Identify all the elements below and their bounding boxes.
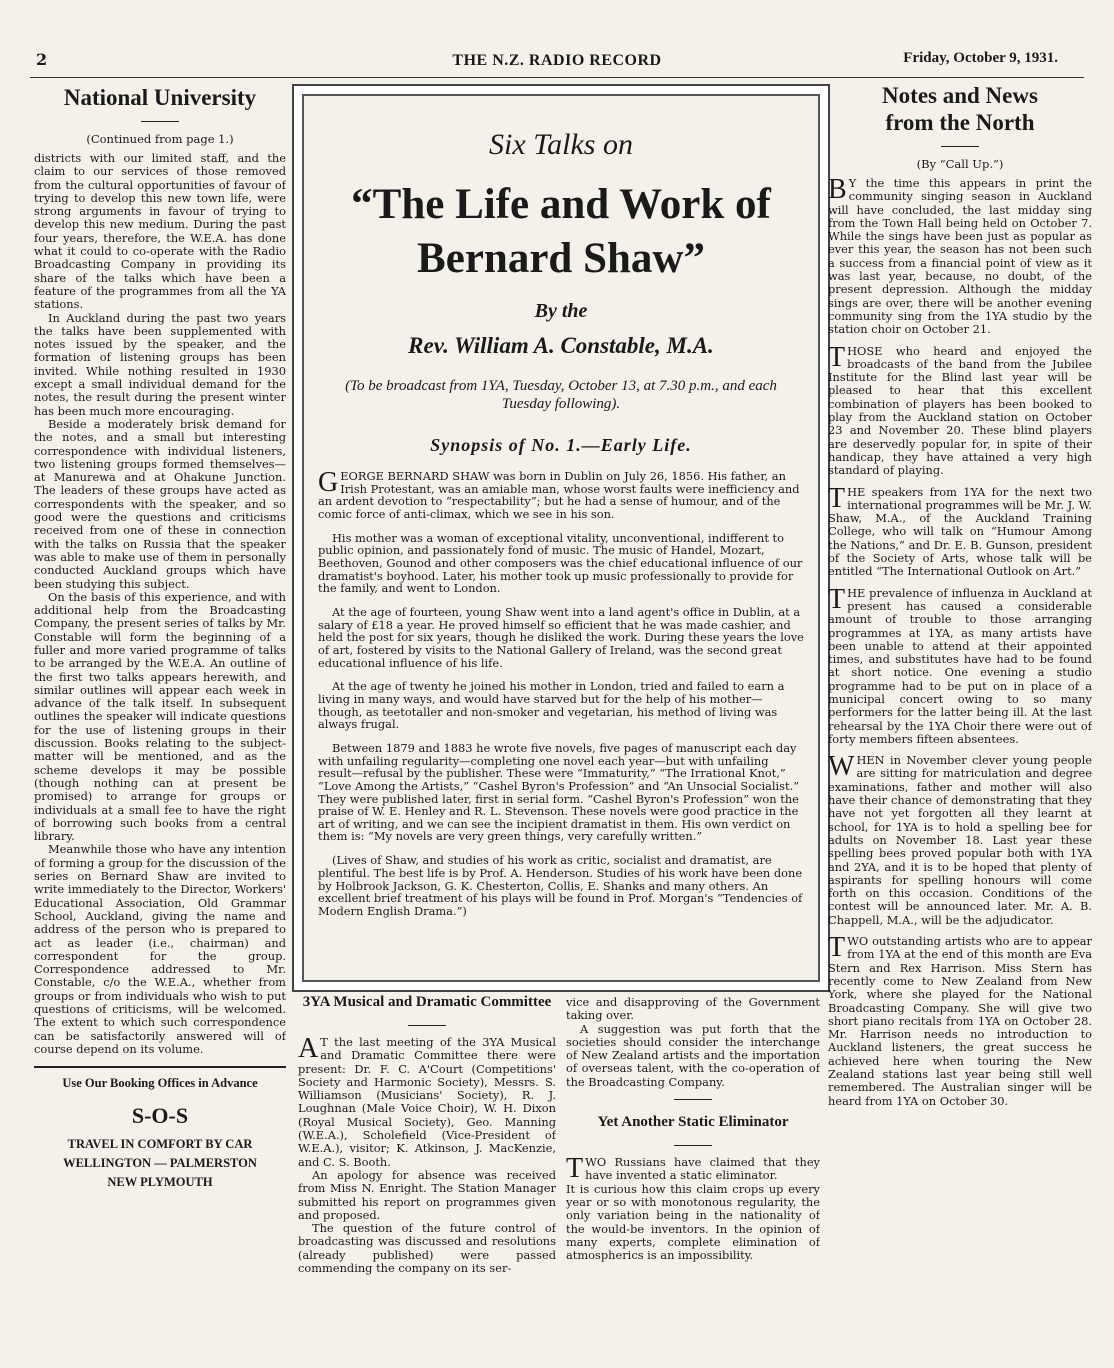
news-item <box>828 583 1092 747</box>
synopsis-text <box>318 467 804 918</box>
ad-tagline: Use Our Booking Offices in Advance <box>62 1076 258 1091</box>
headline-rule <box>408 1025 446 1026</box>
left-column <box>34 84 286 1354</box>
article-paragraph: Meanwhile those who have any intention of forming a group for the discussion of the series on Bernard Shaw are invited to write immediately to the Director, Workers' Educational Association, Old Grammar School, Auckland, giving the name and address of the person who is prepared to act as leader (i.e., chairman) and correspondent for the group. Correspondence addressed to Mr. Constable, c/o the W.E.A., whether from groups or from individuals who wish to put questions of criticisms, will be welcomed. The extent to which such correspondence can be satisfactorily answered will of course depend on its volume. <box>34 842 286 1056</box>
talks-title-line: “The Life and Work of <box>351 181 771 228</box>
article-divider <box>674 1099 712 1100</box>
synopsis-paragraph: EORGE BERNARD SHAW was born in Dublin on July 26, 1856. His father, an Irish Protestant, was an amiable man, whose worst faults were inefficiency and an ardent devotion to “respectability”; but he had a sense of humour, and of the comic force of anti-climax, which we see in his son. <box>318 469 800 521</box>
committee-paragraph: The question of the future control of broadcasting was discussed and resolutions (already published) were passed commending the company on its ser- <box>298 1221 556 1276</box>
news-item-text: HOSE who heard and enjoyed the broadcasts of the band from the Jubilee Institute for the Blind last year will be pleased to hear that this excellent combination of players has been booked to play from the Auckland station on October 23 and November 20. These blind players are deservedly popular for, in spite of their handicap, they have attained a very high standard of playing. <box>828 343 1092 478</box>
ad-line: TRAVEL IN COMFORT BY CAR <box>67 1137 253 1152</box>
static-paragraph: WO Russians have claimed that they have invented a static eliminator. <box>585 1155 820 1183</box>
committee-headline: 3YA Musical and Dramatic Committee <box>302 994 552 1010</box>
news-item <box>828 174 1092 337</box>
article-paragraph: On the basis of this experience, and with additional help from the Broadcasting Company, the present series of talks by Mr. Constable will form the beginning of a fuller and more varied programme of talks to be arranged by the W.E.A. An outline of the first two talks appears herewith, and similar outlines will appear each week in advance of the talk itself. In subsequent outlines the speaker will indicate questions for the use of listening groups in their discussion. Books relating to the subject-matter will be mentioned, and as the scheme develops it may be possible (though nothing can at present be promised) to arrange for groups or individuals at a small fee to have the right of borrowing such books from a central library. <box>34 589 286 844</box>
committee-continued <box>566 996 820 1089</box>
news-item-text: HE speakers from 1YA for the next two international programmes will be Mr. J. W. Shaw, M.A., of the Auckland Training College, who will talk on “Humour Among the Nations,” and Dr. E. B. Gunson, president of the Society of Arts, whose talk will be entitled “The International Outlook on Art.” <box>828 484 1092 579</box>
synopsis-paragraph: At the age of fourteen, young Shaw went into a land agent's office in Dublin, at a salary of £18 a year. He proved himself so efficient that he was made cashier, and held the post for six years, though he disliked the work. During these years the love of art, fostered by visits to the National Gallery of Ireland, was the second great educational influence of his life. <box>318 605 804 670</box>
continued-note: (Continued from page 1.) <box>86 132 234 146</box>
talks-title-line: Bernard Shaw” <box>417 235 705 282</box>
by-line: By the <box>534 300 588 322</box>
news-item-text: HEN in November clever young people are sitting for matriculation and degree examinations, father and mother will also have their chance of demonstrating that they have not yet forgotten all they learnt at school, for 1YA is to hold a spelling bee for adults on November 18. Last year these spelling bees proved popular both with 1YA and 2YA, and it is to be hoped that plenty of aspirants for spelling honours will come forth on this occasion. Conditions of the contest will be announced later. Mr. A. B. Chappell, M.A., will be the adjudicator. <box>828 753 1092 927</box>
static-headline: Yet Another Static Eliminator <box>597 1114 789 1131</box>
synopsis-paragraph: At the age of twenty he joined his mother in London, tried and failed to earn a living in many ways, and would have starved but for the help of his mother—though, as teetotaller and non-smoker and vegetarian, his method of living was always frugal. <box>318 679 785 732</box>
article-paragraph: In Auckland during the past two years the talks have been supplemented with notes issued by the speaker, and the formation of listening groups has been invited. While nothing resulted in 1930 except a small individual demand for the notes, the result during the present winter has been much more encouraging. <box>34 310 286 418</box>
right-column <box>828 82 1092 1356</box>
dropcap: T <box>828 932 846 964</box>
synopsis-heading: Synopsis of No. 1.—Early Life. <box>430 435 692 455</box>
static-paragraph: It is curious how this claim crops up every year or so with monotonous regularity, the only variation being in the nationality of the would-be inventors. In the opinion of many experts, complete elimination of atmospherics is an impossibility. <box>566 1181 820 1263</box>
dropcap: W <box>828 751 855 783</box>
broadcast-schedule: (To be broadcast from 1YA, Tuesday, October 13, at 7.30 p.m., and each Tuesday following). <box>345 378 777 412</box>
dropcap: T <box>828 341 846 373</box>
byline: (By “Call Up.”) <box>916 157 1004 171</box>
news-item-text: HE prevalence of influenza in Auckland at present has caused a considerable amount of trouble to those arranging programmes at 1YA, as many artists have been unable to attend at their appointed times, and substitutes have had to be found at short notice. One evening a studio programme had to be put on in place of a municipal concert owing to so many performers for the latter being ill. At the last rehearsal by the 1YA Choir there were out of forty members fifteen absentees. <box>828 585 1092 746</box>
talks-author: Rev. William A. Constable, M.A. <box>408 333 714 358</box>
ad-line: WELLINGTON — PALMERSTON <box>63 1156 257 1171</box>
dropcap: B <box>828 174 847 205</box>
shaw-talks-box <box>294 86 828 990</box>
ad-brand: S-O-S <box>131 1103 189 1129</box>
news-item <box>828 751 1092 927</box>
sos-advertisement <box>34 1076 286 1190</box>
page-number: 2 <box>36 50 48 69</box>
news-item-text: Y the time this appears in print the community singing season in Auckland will have concluded, the last midday sing from the Town Hall being held on October 7. While the sings have been just as popular as ever this year, the season has not been such a success from a financial point of view as it was last year, because, no doubt, of the present depression. Although the midday sings are over, there will be another evening community sing from the 1YA studio by the station choir on October 21. <box>828 176 1092 337</box>
issue-date: Friday, October 9, 1931. <box>903 50 1058 66</box>
notes-headline <box>828 82 1092 136</box>
talks-title <box>318 178 804 286</box>
headline-rule <box>941 146 979 147</box>
article-paragraph: districts with our limited staff, and the claim to our services of those removed from the cultural opportunities of favour of trying to develop this new town life, were strong arguments in favour of trying to develop this new medium. During the past four years, therefore, the W.E.A. has done what it could to co-operate with the Radio Broadcasting Company in providing its share of the talks which have been a feature of the programmes from all the YA stations. <box>34 151 286 312</box>
dropcap: T <box>566 1153 584 1185</box>
committee-paragraph: An apology for absence was received from Miss N. Enright. The Station Manager submitted his report on programmes given and proposed. <box>298 1167 556 1222</box>
static-article <box>566 1153 820 1263</box>
synopsis-paragraph: (Lives of Shaw, and studies of his work as critic, socialist and dramatist, are plentiful. The best life is by Prof. A. Henderson. Studies of his work have been done by Holbrook Jackson, G. K. Chesterton, Collis, E. Shanks and many others. An excellent brief treatment of his plays will be found in Prof. Morgan's “Tendencies of Modern English Drama.”) <box>318 853 803 918</box>
notes-headline-line: Notes and News <box>882 83 1038 108</box>
national-university-article <box>34 152 286 1056</box>
national-university-headline: National University <box>63 85 257 110</box>
masthead-rule <box>30 77 1084 78</box>
dropcap: T <box>828 482 846 514</box>
committee-paragraph: A suggestion was put forth that the societies should consider the interchange of New Zealand artists and the importation of overseas talent, with the co-operation of the Broadcasting Company. <box>566 1021 820 1089</box>
ad-line: NEW PLYMOUTH <box>107 1175 213 1190</box>
article-paragraph: Beside a moderately brisk demand for the notes, and a small but interesting correspondence with individual listeners, two listening groups formed themselves—at Manurewa and at Ohakune Junction. The leaders of these groups have acted as correspondents with the speaker, and so good were the questions and criticisms received from one of these in connection with the talks on Russia that the speaker was able to make use of them in personally conducted Auckland groups which have been studying this subject. <box>34 416 286 591</box>
masthead <box>30 44 1084 74</box>
committee-paragraph: vice and disapproving of the Government taking over. <box>566 996 820 1023</box>
headline-rule <box>141 121 179 122</box>
notes-headline-line: from the North <box>885 110 1035 135</box>
committee-article <box>298 1033 556 1276</box>
news-item <box>828 482 1092 579</box>
committee-column <box>298 990 556 1346</box>
news-item <box>828 341 1092 478</box>
notes-items <box>828 174 1092 1108</box>
talks-kicker: Six Talks on <box>489 128 633 161</box>
dropcap: G <box>318 467 339 498</box>
news-item <box>828 932 1092 1108</box>
static-column <box>566 996 820 1346</box>
synopsis-paragraph: His mother was a woman of exceptional vitality, unconventional, indifferent to public opinion, and passionately fond of music. The music of Handel, Mozart, Beethoven, Gounod and other composers was the chief educational influence of our dramatist's boyhood. Later, his mother took up music professionally to provide for the family, and went to London. <box>318 530 803 596</box>
dropcap: A <box>298 1033 319 1064</box>
ad-divider <box>34 1066 286 1068</box>
dropcap: T <box>828 583 846 615</box>
synopsis-paragraph: Between 1879 and 1883 he wrote five novels, five pages of manuscript each day with unfailing regularity—completing one novel each year—but with unfailing result—refusal by the publisher. These were “Immaturity,” “The Irrational Knot,” “Love Among the Artists,” “Cashel Byron's Profession” and “An Unsocial Socialist.” They were published later, first in serial form. “Cashel Byron's Profession” won the praise of W. E. Henley and R. L. Stevenson. These novels were good practice in the art of writing, and we can see the incipient dramatist in them. His own verdict on them is: “My novels are very green things, very carefully written.” <box>318 741 800 844</box>
news-item-text: WO outstanding artists who are to appear from 1YA at the end of this month are Eva Stern and Rex Harrison. Miss Stern has recently come to New Zealand from New York, where she played for the National Broadcasting Company. She will give two short piano recitals from 1YA on October 28. Mr. Harrison needs no introduction to Auckland listeners, the great success he achieved here when touring the New Zealand stations last year being still well remembered. The Australian singer will be heard from 1YA on October 30. <box>828 934 1092 1108</box>
headline-rule <box>674 1145 712 1146</box>
committee-paragraph: T the last meeting of the 3YA Musical and Dramatic Committee there were present: Dr. F. C. A'Court (Competitions' Society and Harmonic Society), Messrs. S. Williamson (Musicians' Society), R. J. Loughnan (Male Voice Choir), W. H. Dixon (Royal Musical Society), Geo. Manning (W.E.A.), Scholefield (Vice-President of W.E.A.), visitor; K. Atkinson, J. MacKenzie, and C. S. Booth. <box>298 1035 556 1169</box>
publication-title: THE N.Z. RADIO RECORD <box>452 52 662 69</box>
